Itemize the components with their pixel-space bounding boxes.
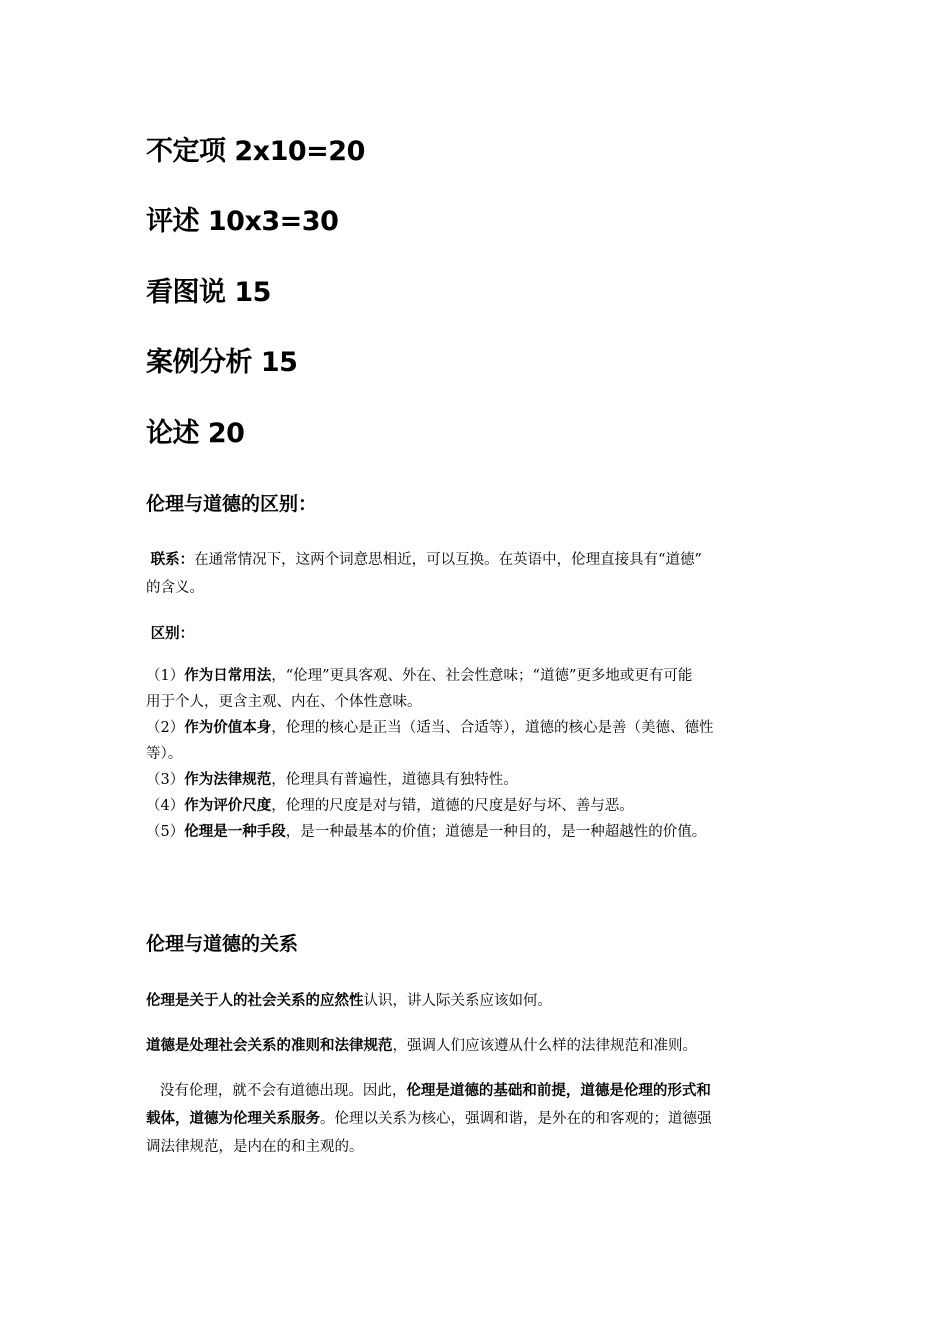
connection-label: 联系：	[150, 552, 195, 568]
difference-item-keyword: 作为日常用法	[184, 668, 272, 684]
relationship-paragraph-2: 道德是处理社会关系的准则和法律规范，强调人们应该遵从什么样的法律规范和准则。	[146, 1038, 697, 1054]
difference-item: （5）伦理是一种手段，是一种最基本的价值；道德是一种目的，是一种超越性的价值。	[146, 824, 707, 840]
heading-essay: 论述 20	[146, 418, 245, 449]
difference-item: （2）作为价值本身，伦理的核心是正当（适当、合适等），道德的核心是善（美德、德性 等）。	[146, 720, 714, 762]
difference-item: （4）作为评价尺度，伦理的尺度是对与错，道德的尺度是好与坏、善与恶。	[146, 798, 634, 814]
difference-item-keyword: 作为评价尺度	[184, 798, 272, 814]
connection-text-line1: 在通常情况下，这两个词意思相近，可以互换。在英语中，伦理直接具有“道德”	[194, 552, 702, 568]
difference-label: 区别：	[150, 626, 195, 642]
connection-text-line2: 的含义。	[146, 580, 204, 596]
difference-list	[146, 662, 811, 846]
heading-multiple-choice: 不定项 2x10=20	[146, 136, 365, 167]
section-title-differences: 伦理与道德的区别：	[146, 493, 318, 515]
difference-item-keyword: 伦理是一种手段	[184, 824, 286, 840]
section-title-relationship: 伦理与道德的关系	[146, 933, 299, 955]
relationship-paragraph-1: 伦理是关于人的社会关系的应然性认识，讲人际关系应该如何。	[146, 993, 552, 1009]
heading-picture-talk: 看图说 15	[146, 277, 271, 308]
relationship-paragraph-3: 没有伦理，就不会有道德出现。因此，伦理是道德的基础和前提，道德是伦理的形式和 载体，道德为伦理关系服务。伦理以关系为核心，强调和谐，是外在的和客观的；道德强 调法律规范，是内在的和主观的。	[146, 1083, 712, 1155]
heading-case-analysis: 案例分析 15	[146, 347, 298, 378]
difference-item: （1）作为日常用法，“伦理”更具客观、外在、社会性意味；“道德”更多地或更有可能 用于个人，更含主观、内在、个体性意味。	[146, 668, 693, 710]
difference-item: （3）作为法律规范，伦理具有普遍性，道德具有独特性。	[146, 772, 518, 788]
difference-item-keyword: 作为法律规范	[184, 772, 272, 788]
difference-label-row	[146, 620, 811, 648]
heading-commentary: 评述 10x3=30	[146, 206, 339, 237]
difference-item-keyword: 作为价值本身	[184, 720, 272, 736]
connection-paragraph	[146, 546, 811, 602]
